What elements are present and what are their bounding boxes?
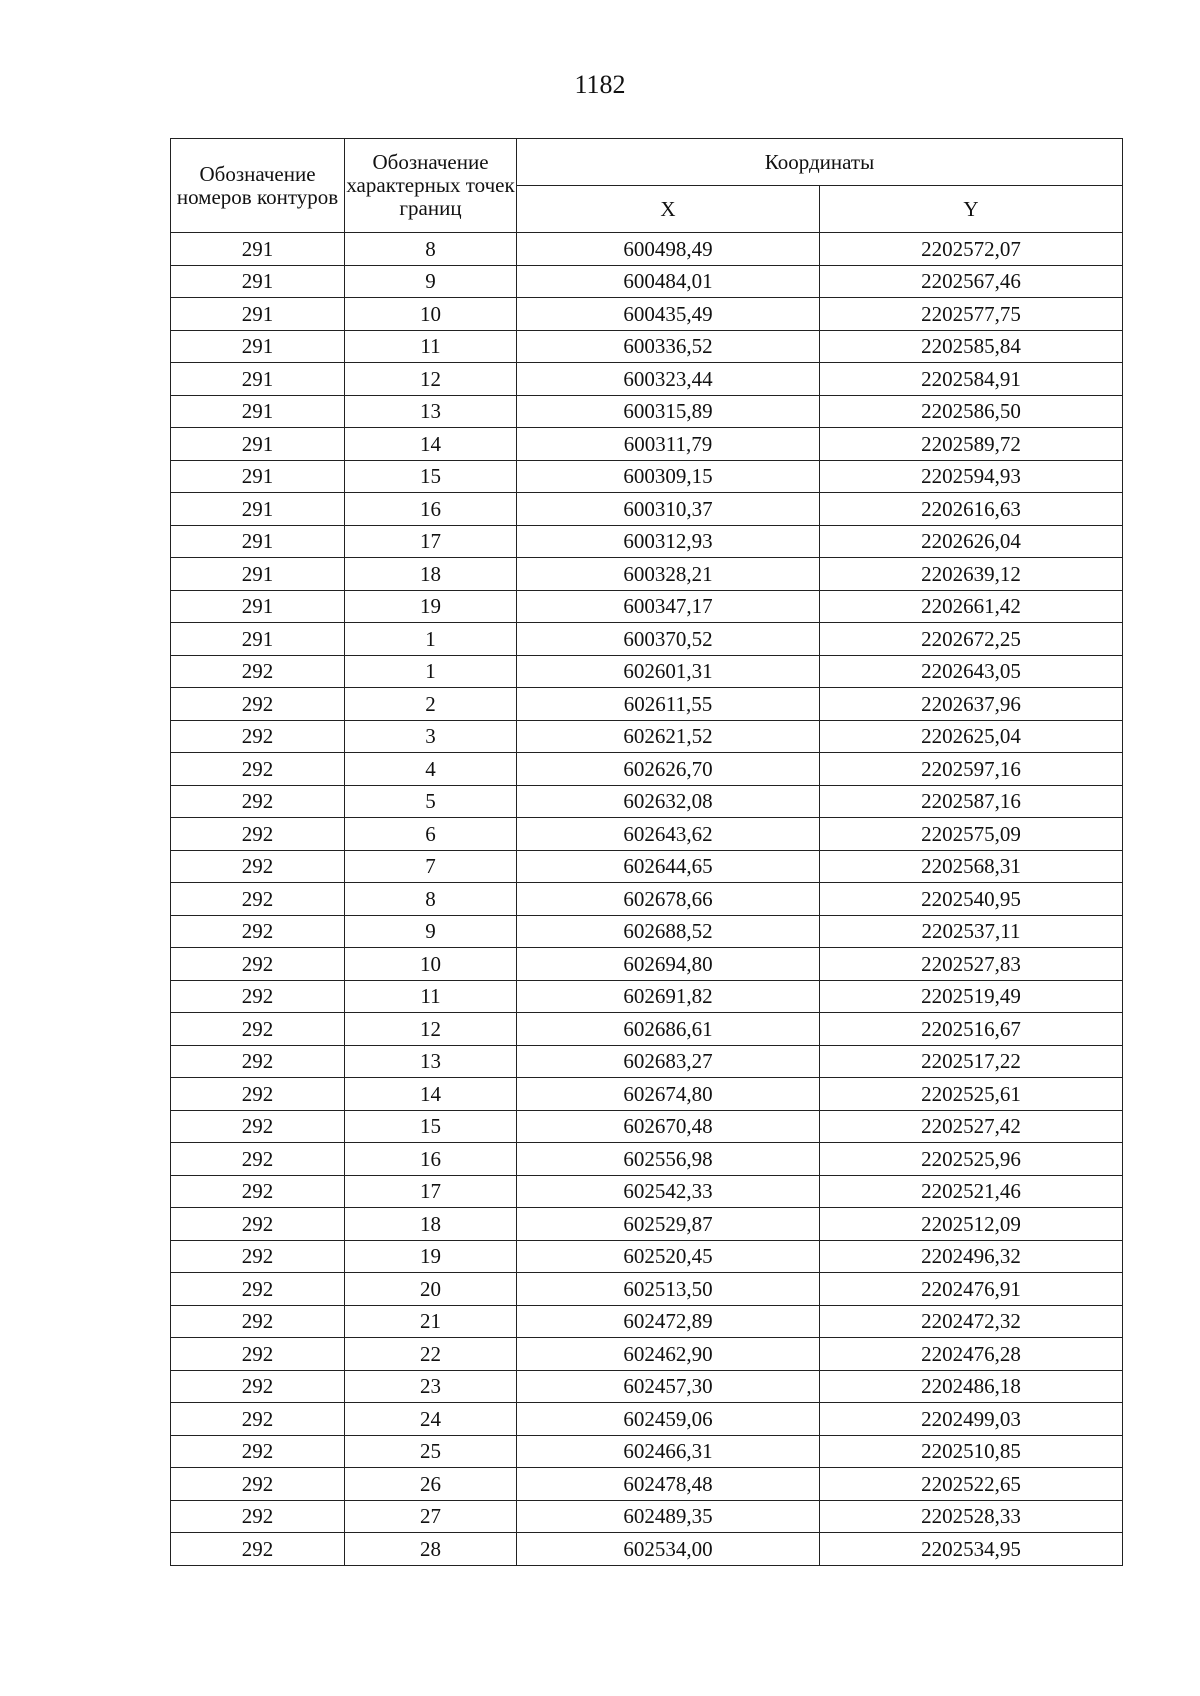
cell-contour: 291 (171, 363, 345, 396)
cell-point: 23 (345, 1370, 517, 1403)
cell-point: 9 (345, 265, 517, 298)
cell-x: 600309,15 (517, 460, 820, 493)
table-row (171, 915, 1123, 948)
cell-x: 602478,48 (517, 1468, 820, 1501)
cell-x: 602691,82 (517, 980, 820, 1013)
cell-x: 602489,35 (517, 1500, 820, 1533)
cell-y: 2202486,18 (820, 1370, 1123, 1403)
cell-x: 602644,65 (517, 850, 820, 883)
table-row (171, 1045, 1123, 1078)
cell-contour: 291 (171, 525, 345, 558)
cell-contour: 291 (171, 460, 345, 493)
cell-point: 25 (345, 1435, 517, 1468)
cell-point: 1 (345, 623, 517, 656)
header-coordinates: Координаты (517, 139, 1123, 186)
cell-y: 2202672,25 (820, 623, 1123, 656)
cell-point: 10 (345, 298, 517, 331)
cell-point: 3 (345, 720, 517, 753)
cell-x: 602683,27 (517, 1045, 820, 1078)
table-row (171, 655, 1123, 688)
cell-x: 600310,37 (517, 493, 820, 526)
cell-contour: 291 (171, 330, 345, 363)
cell-contour: 292 (171, 1403, 345, 1436)
table-row (171, 395, 1123, 428)
cell-point: 21 (345, 1305, 517, 1338)
cell-contour: 292 (171, 1370, 345, 1403)
cell-y: 2202527,42 (820, 1110, 1123, 1143)
cell-y: 2202585,84 (820, 330, 1123, 363)
cell-y: 2202661,42 (820, 590, 1123, 623)
table-row (171, 818, 1123, 851)
cell-point: 17 (345, 1175, 517, 1208)
cell-x: 600435,49 (517, 298, 820, 331)
table-row (171, 1435, 1123, 1468)
cell-contour: 292 (171, 883, 345, 916)
cell-point: 26 (345, 1468, 517, 1501)
table-row (171, 1338, 1123, 1371)
table-row (171, 1500, 1123, 1533)
cell-x: 602513,50 (517, 1273, 820, 1306)
header-y: Y (820, 186, 1123, 233)
cell-contour: 292 (171, 1208, 345, 1241)
table-row (171, 1403, 1123, 1436)
cell-contour: 291 (171, 428, 345, 461)
cell-y: 2202525,96 (820, 1143, 1123, 1176)
cell-y: 2202534,95 (820, 1533, 1123, 1566)
table-row (171, 298, 1123, 331)
table-row (171, 558, 1123, 591)
cell-x: 600323,44 (517, 363, 820, 396)
cell-contour: 292 (171, 850, 345, 883)
cell-contour: 292 (171, 753, 345, 786)
cell-point: 8 (345, 233, 517, 266)
cell-contour: 292 (171, 1500, 345, 1533)
cell-y: 2202584,91 (820, 363, 1123, 396)
cell-contour: 292 (171, 1305, 345, 1338)
cell-y: 2202625,04 (820, 720, 1123, 753)
cell-y: 2202567,46 (820, 265, 1123, 298)
cell-point: 10 (345, 948, 517, 981)
cell-x: 602534,00 (517, 1533, 820, 1566)
cell-y: 2202476,28 (820, 1338, 1123, 1371)
cell-contour: 292 (171, 1338, 345, 1371)
cell-contour: 292 (171, 1045, 345, 1078)
cell-y: 2202587,16 (820, 785, 1123, 818)
cell-y: 2202597,16 (820, 753, 1123, 786)
cell-x: 602643,62 (517, 818, 820, 851)
cell-x: 600328,21 (517, 558, 820, 591)
cell-y: 2202586,50 (820, 395, 1123, 428)
cell-x: 600347,17 (517, 590, 820, 623)
table-row (171, 1175, 1123, 1208)
table-row (171, 265, 1123, 298)
cell-contour: 292 (171, 655, 345, 688)
cell-x: 602670,48 (517, 1110, 820, 1143)
cell-point: 4 (345, 753, 517, 786)
cell-x: 600484,01 (517, 265, 820, 298)
cell-x: 602529,87 (517, 1208, 820, 1241)
cell-x: 602632,08 (517, 785, 820, 818)
cell-contour: 292 (171, 785, 345, 818)
cell-y: 2202589,72 (820, 428, 1123, 461)
cell-x: 600498,49 (517, 233, 820, 266)
cell-contour: 292 (171, 980, 345, 1013)
cell-point: 7 (345, 850, 517, 883)
table-row (171, 1013, 1123, 1046)
table-row (171, 980, 1123, 1013)
cell-y: 2202540,95 (820, 883, 1123, 916)
table-row (171, 1208, 1123, 1241)
header-x: X (517, 186, 820, 233)
cell-y: 2202517,22 (820, 1045, 1123, 1078)
cell-x: 602556,98 (517, 1143, 820, 1176)
table-row (171, 1533, 1123, 1566)
cell-x: 602694,80 (517, 948, 820, 981)
header-contour-numbers: Обозначение номеров контуров (171, 139, 345, 233)
cell-contour: 291 (171, 233, 345, 266)
table-row (171, 525, 1123, 558)
cell-contour: 292 (171, 1078, 345, 1111)
cell-point: 15 (345, 460, 517, 493)
cell-y: 2202626,04 (820, 525, 1123, 558)
table-body (171, 233, 1123, 1566)
cell-contour: 292 (171, 1143, 345, 1176)
cell-point: 20 (345, 1273, 517, 1306)
cell-contour: 291 (171, 590, 345, 623)
cell-contour: 292 (171, 818, 345, 851)
table-row (171, 233, 1123, 266)
cell-x: 600370,52 (517, 623, 820, 656)
page-number: 1182 (574, 70, 626, 99)
cell-point: 17 (345, 525, 517, 558)
cell-y: 2202616,63 (820, 493, 1123, 526)
cell-y: 2202643,05 (820, 655, 1123, 688)
table-row (171, 1468, 1123, 1501)
table-row (171, 1143, 1123, 1176)
cell-y: 2202516,67 (820, 1013, 1123, 1046)
cell-point: 24 (345, 1403, 517, 1436)
cell-y: 2202527,83 (820, 948, 1123, 981)
table-row (171, 1240, 1123, 1273)
cell-contour: 292 (171, 1435, 345, 1468)
cell-x: 602542,33 (517, 1175, 820, 1208)
cell-x: 602462,90 (517, 1338, 820, 1371)
cell-x: 600311,79 (517, 428, 820, 461)
table-row (171, 330, 1123, 363)
header-boundary-points: Обозначение характерных точек границ (345, 139, 517, 233)
cell-x: 600312,93 (517, 525, 820, 558)
table-row (171, 1078, 1123, 1111)
cell-point: 16 (345, 493, 517, 526)
cell-x: 602688,52 (517, 915, 820, 948)
cell-y: 2202639,12 (820, 558, 1123, 591)
cell-x: 602611,55 (517, 688, 820, 721)
cell-point: 19 (345, 590, 517, 623)
cell-point: 2 (345, 688, 517, 721)
cell-x: 600315,89 (517, 395, 820, 428)
cell-point: 13 (345, 395, 517, 428)
cell-contour: 291 (171, 265, 345, 298)
cell-y: 2202525,61 (820, 1078, 1123, 1111)
cell-contour: 291 (171, 493, 345, 526)
cell-point: 14 (345, 1078, 517, 1111)
table-row (171, 720, 1123, 753)
cell-y: 2202575,09 (820, 818, 1123, 851)
cell-point: 16 (345, 1143, 517, 1176)
cell-point: 28 (345, 1533, 517, 1566)
table-row (171, 850, 1123, 883)
cell-x: 602457,30 (517, 1370, 820, 1403)
cell-contour: 292 (171, 1533, 345, 1566)
cell-point: 12 (345, 1013, 517, 1046)
table-row (171, 460, 1123, 493)
cell-x: 602674,80 (517, 1078, 820, 1111)
cell-y: 2202512,09 (820, 1208, 1123, 1241)
cell-y: 2202472,32 (820, 1305, 1123, 1338)
cell-y: 2202572,07 (820, 233, 1123, 266)
cell-x: 602466,31 (517, 1435, 820, 1468)
cell-contour: 291 (171, 395, 345, 428)
cell-point: 12 (345, 363, 517, 396)
table-row (171, 753, 1123, 786)
table-header (171, 139, 1123, 233)
table-row (171, 1370, 1123, 1403)
cell-point: 9 (345, 915, 517, 948)
table-row (171, 1110, 1123, 1143)
cell-y: 2202522,65 (820, 1468, 1123, 1501)
table-row (171, 688, 1123, 721)
cell-contour: 291 (171, 558, 345, 591)
table-row (171, 785, 1123, 818)
cell-point: 22 (345, 1338, 517, 1371)
cell-contour: 292 (171, 1110, 345, 1143)
cell-x: 602601,31 (517, 655, 820, 688)
cell-contour: 291 (171, 623, 345, 656)
cell-contour: 292 (171, 1273, 345, 1306)
cell-y: 2202577,75 (820, 298, 1123, 331)
cell-x: 602459,06 (517, 1403, 820, 1436)
cell-point: 18 (345, 1208, 517, 1241)
cell-x: 600336,52 (517, 330, 820, 363)
table-row (171, 623, 1123, 656)
cell-x: 602520,45 (517, 1240, 820, 1273)
cell-contour: 292 (171, 688, 345, 721)
cell-point: 5 (345, 785, 517, 818)
cell-point: 13 (345, 1045, 517, 1078)
cell-point: 1 (345, 655, 517, 688)
cell-y: 2202499,03 (820, 1403, 1123, 1436)
cell-point: 11 (345, 330, 517, 363)
cell-point: 11 (345, 980, 517, 1013)
table-row (171, 590, 1123, 623)
cell-contour: 291 (171, 298, 345, 331)
cell-contour: 292 (171, 1240, 345, 1273)
table-row (171, 428, 1123, 461)
table-row (171, 1305, 1123, 1338)
coordinates-table (170, 138, 1123, 1566)
cell-x: 602621,52 (517, 720, 820, 753)
cell-y: 2202510,85 (820, 1435, 1123, 1468)
cell-contour: 292 (171, 915, 345, 948)
cell-y: 2202568,31 (820, 850, 1123, 883)
cell-contour: 292 (171, 720, 345, 753)
cell-point: 14 (345, 428, 517, 461)
cell-point: 18 (345, 558, 517, 591)
cell-point: 19 (345, 1240, 517, 1273)
cell-x: 602472,89 (517, 1305, 820, 1338)
table-row (171, 948, 1123, 981)
table-row (171, 883, 1123, 916)
cell-contour: 292 (171, 1175, 345, 1208)
cell-contour: 292 (171, 948, 345, 981)
cell-y: 2202594,93 (820, 460, 1123, 493)
cell-y: 2202496,32 (820, 1240, 1123, 1273)
cell-contour: 292 (171, 1013, 345, 1046)
cell-x: 602686,61 (517, 1013, 820, 1046)
cell-y: 2202537,11 (820, 915, 1123, 948)
cell-contour: 292 (171, 1468, 345, 1501)
cell-point: 15 (345, 1110, 517, 1143)
cell-y: 2202476,91 (820, 1273, 1123, 1306)
cell-y: 2202637,96 (820, 688, 1123, 721)
cell-y: 2202519,49 (820, 980, 1123, 1013)
table-row (171, 1273, 1123, 1306)
cell-point: 27 (345, 1500, 517, 1533)
cell-point: 6 (345, 818, 517, 851)
table-row (171, 493, 1123, 526)
cell-y: 2202521,46 (820, 1175, 1123, 1208)
cell-x: 602678,66 (517, 883, 820, 916)
cell-y: 2202528,33 (820, 1500, 1123, 1533)
cell-x: 602626,70 (517, 753, 820, 786)
table-row (171, 363, 1123, 396)
cell-point: 8 (345, 883, 517, 916)
